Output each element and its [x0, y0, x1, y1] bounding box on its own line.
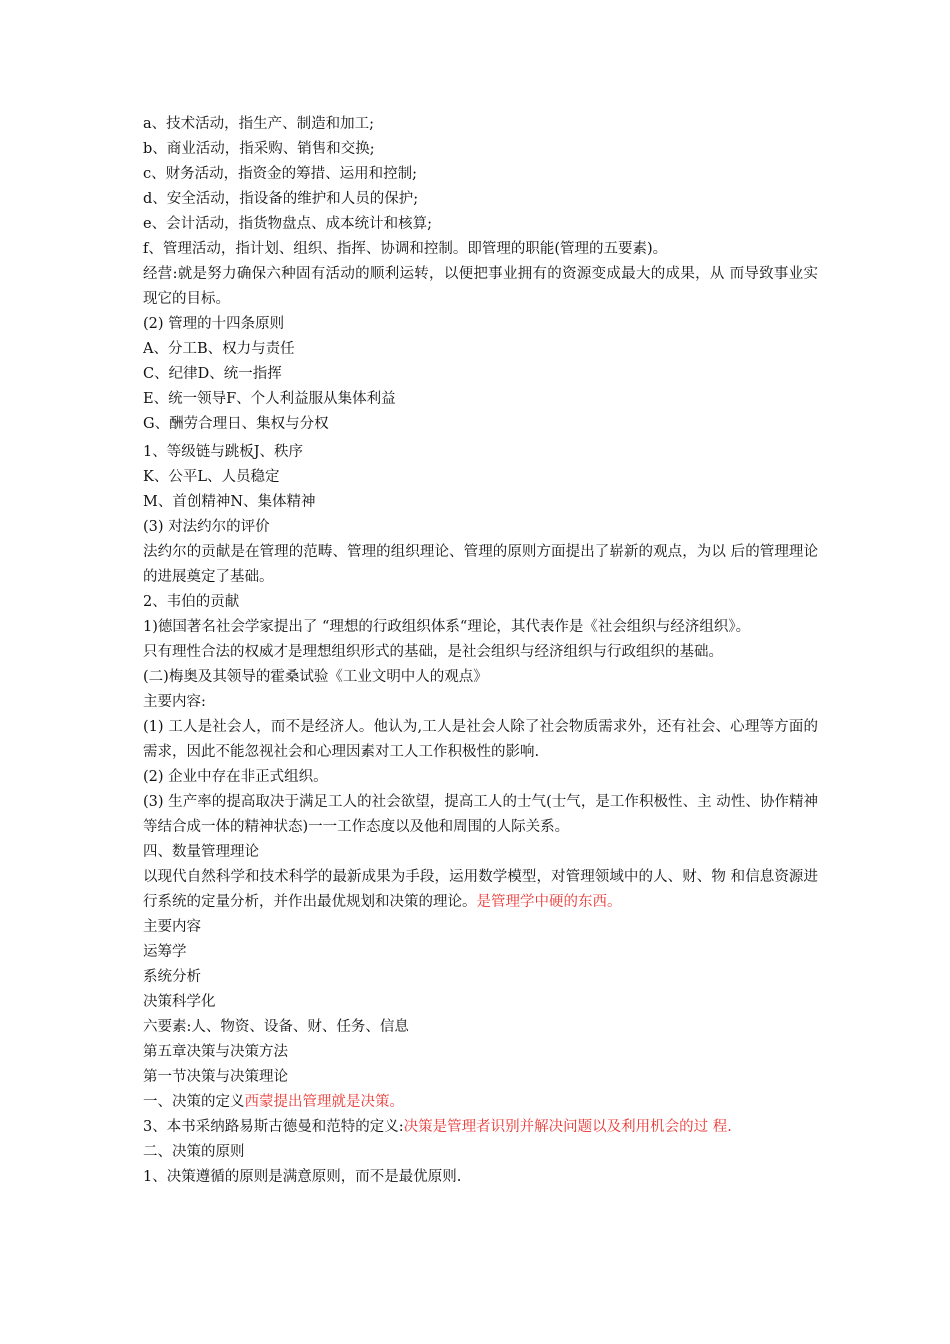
text-line: [143, 1090, 818, 1115]
text-line: 决策科学化: [143, 994, 216, 1010]
text-line: E、统一领导F、个人利益服从集体利益: [143, 391, 396, 407]
text-line: 系统分析: [143, 969, 201, 985]
paragraph: [143, 865, 818, 915]
paragraph: 法约尔的贡献是在管理的范畴、管理的组织理论、管理的原则方面提出了崭新的观点，为以 后的管理理论的进展奠定了基础。: [143, 544, 818, 585]
paragraph: 经营:就是努力确保六种固有活动的顺利运转，以便把事业拥有的资源变成最大的成果，从 而导致事业实现它的目标。: [143, 266, 818, 307]
paragraph-text: 以现代自然科学和技术科学的最新成果为手段，运用数学模型，对管理领域中的人、财、物 和信息资源进行系统的定量分析，并作出最优规划和决策的理论。: [143, 869, 818, 910]
text-line: a、技术活动，指生产、制造和加工;: [143, 116, 375, 132]
chapter-heading: 第五章决策与决策方法: [143, 1044, 288, 1060]
text-line: A、分工B、权力与责任: [143, 341, 295, 357]
text-line: C、纪律D、统一指挥: [143, 366, 282, 382]
section-heading: 第一节决策与决策理论: [143, 1069, 288, 1085]
paragraph: 1)德国著名社会学家提出了 “理想的行政组织体系“理论，其代表作是《社会组织与经济组织》。: [143, 619, 751, 635]
text-line: d、安全活动，指设备的维护和人员的保护;: [143, 191, 419, 207]
text-line: 只有理性合法的权威才是理想组织形式的基础，是社会组织与经济组织与行政组织的基础。: [143, 644, 723, 660]
text-line: f、管理活动，指计划、组织、指挥、协调和控制。即管理的职能(管理的五要素)。: [143, 241, 668, 257]
section-heading: 2、韦伯的贡献: [143, 594, 240, 610]
text-line: 六要素:人、物资、设备、财、任务、信息: [143, 1019, 409, 1035]
text-line: c、财务活动，指资金的筹措、运用和控制;: [143, 166, 418, 182]
text-line: K、公平L、人员稳定: [143, 469, 280, 485]
paragraph: (1) 工人是社会人，而不是经济人。他认为,工人是社会人除了社会物质需求外，还有社会、心理等方面的需求，因此不能忽视社会和心理因素对工人工作积极性的影响.: [143, 719, 818, 760]
text-part: 3、本书采纳路易斯古德曼和范特的定义:: [143, 1119, 404, 1135]
highlighted-text: 是管理学中硬的东西。: [476, 894, 622, 910]
section-heading: (3) 对法约尔的评价: [143, 519, 270, 535]
document-page: [143, 112, 818, 1190]
text-line: 运筹学: [143, 944, 187, 960]
text-line: 1、决策遵循的原则是满意原则，而不是最优原则.: [143, 1169, 462, 1185]
text-line: 1、等级链与跳板J、秩序: [143, 444, 304, 460]
paragraph: (3) 生产率的提高取决于满足工人的社会欲望，提高工人的士气(士气，是工作积极性、主 动性、协作精神等结合成一体的精神状态)一一工作态度以及他和周围的人际关系。: [143, 794, 818, 835]
text-line: e、会计活动，指货物盘点、成本统计和核算;: [143, 216, 432, 232]
text-part: 一、决策的定义: [143, 1094, 245, 1110]
text-line: 主要内容:: [143, 694, 206, 710]
section-heading: (二)梅奥及其领导的霍桑试验《工业文明中人的观点》: [143, 669, 488, 685]
text-line: M、首创精神N、集体精神: [143, 494, 316, 510]
highlighted-text: 西蒙提出管理就是决策。: [244, 1094, 404, 1110]
text-line: (2) 企业中存在非正式组织。: [143, 769, 328, 785]
text-line: 主要内容: [143, 919, 201, 935]
section-heading: 二、决策的原则: [143, 1144, 245, 1160]
text-line: b、商业活动，指采购、销售和交换;: [143, 141, 375, 157]
text-line: [143, 1115, 818, 1140]
highlighted-text: 决策是管理者识别并解决问题以及利用机会的过 程.: [403, 1119, 732, 1135]
section-heading: 四、数量管理理论: [143, 844, 259, 860]
text-line: G、酬劳合理日、集权与分权: [143, 416, 329, 432]
section-heading: (2) 管理的十四条原则: [143, 316, 285, 332]
